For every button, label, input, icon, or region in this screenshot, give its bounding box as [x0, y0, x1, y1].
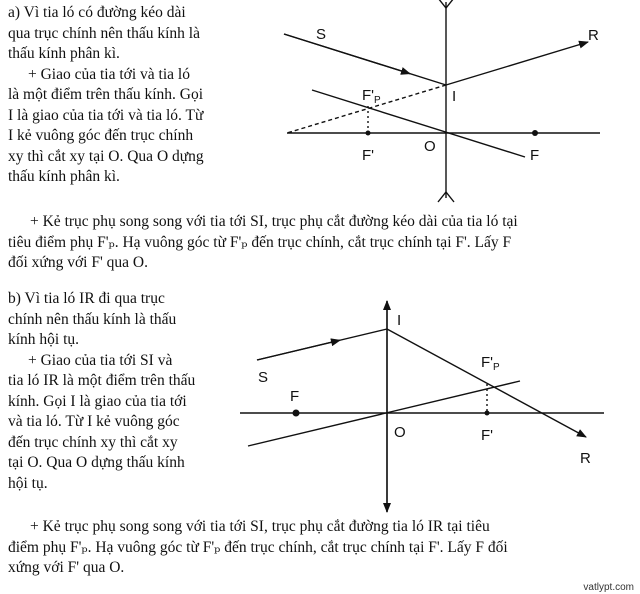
part-b-line: hội tụ. [8, 474, 48, 492]
part-b-line: + Giao của tia tới SI và [28, 351, 173, 369]
part-a-line: I là giao của tia tới và tia ló. Từ [8, 106, 204, 124]
label-o-b: O [394, 424, 406, 441]
label-fp-a: $F'_P$ [362, 87, 381, 106]
part-a-wide-line: đối xứng với F' qua O. [8, 254, 148, 271]
label-o-a: O [424, 138, 436, 155]
part-a-wide-line: tiêu điểm phụ F'ₚ. Hạ vuông góc từ F'ₚ đến trục chính, cắt trục chính tại F'. Lấy F [8, 233, 512, 251]
part-b-line: tia ló IR là một điểm trên thấu [8, 372, 196, 389]
part-a-line: + Giao của tia tới và tia ló [28, 65, 190, 83]
label-r-b: R [580, 450, 591, 467]
label-i-a: I [452, 88, 457, 105]
part-a-line: I kẻ vuông góc đến trục chính [8, 127, 194, 144]
label-f-a: F [530, 147, 540, 164]
part-a-line: là một điểm trên thấu kính. Gọi [8, 86, 204, 103]
part-b-line: chính nên thấu kính là thấu [8, 310, 177, 328]
focus-f-point-b [293, 410, 300, 417]
watermark: vatlypt.com [583, 582, 634, 593]
part-b-line: b) Vì tia ló IR đi qua trục [8, 290, 165, 307]
secondary-axis-a [312, 90, 525, 157]
incident-ray-b-arrow [257, 340, 340, 360]
part-a-line: thấu kính phân kì. [8, 168, 120, 185]
refracted-ray-b [387, 329, 586, 437]
label-f-prime-b: F' [481, 427, 494, 444]
part-b-line: kính. Gọi I là giao của tia tới [8, 392, 187, 410]
part-b-line: và tia ló. Từ I kẻ vuông góc [8, 413, 180, 430]
diagram-a [284, 0, 600, 202]
focus-f-point-a [532, 130, 538, 136]
label-s-a: S [316, 26, 327, 43]
focus-f-prime-point-a [366, 131, 371, 136]
part-a-line: a) Vì tia ló có đường kéo dài [8, 4, 186, 21]
label-fp-b: $F'_P$ [481, 354, 500, 373]
label-f-b: F [290, 388, 300, 405]
part-a-line: qua trục chính nên thấu kính là [8, 24, 200, 42]
incident-ray-a-arrow [284, 34, 410, 74]
refracted-ray-a [446, 42, 588, 85]
part-b-line: kính hội tụ. [8, 331, 80, 348]
diagram-b [240, 301, 604, 512]
part-b-line: đến trục chính xy thì cắt xy [8, 433, 178, 451]
part-a-line: xy thì cắt xy tại O. Qua O dựng [8, 147, 204, 165]
part-b-wide-line: + Kẻ trục phụ song song với tia tới SI, trục phụ cắt đường tia ló IR tại tiêu [30, 518, 490, 535]
label-r-a: R [588, 27, 599, 44]
label-s-b: S [258, 369, 269, 386]
part-a-wide-line: + Kẻ trục phụ song song với tia tới SI, trục phụ cắt đường kéo dài của tia ló tại [30, 213, 518, 230]
part-b-wide-line: xứng với F' qua O. [8, 559, 125, 576]
label-i-b: I [397, 312, 402, 329]
focus-f-prime-point-b [485, 411, 490, 416]
label-f-prime-a: F' [362, 147, 375, 164]
part-a-line: thấu kính phân kì. [8, 45, 120, 62]
part-b-line: tại O. Qua O dựng thấu kính [8, 454, 185, 471]
part-b-wide-line: điểm phụ F'ₚ. Hạ vuông góc từ F'ₚ đến trục chính, cắt trục chính tại F'. Lấy F đối [8, 538, 508, 556]
